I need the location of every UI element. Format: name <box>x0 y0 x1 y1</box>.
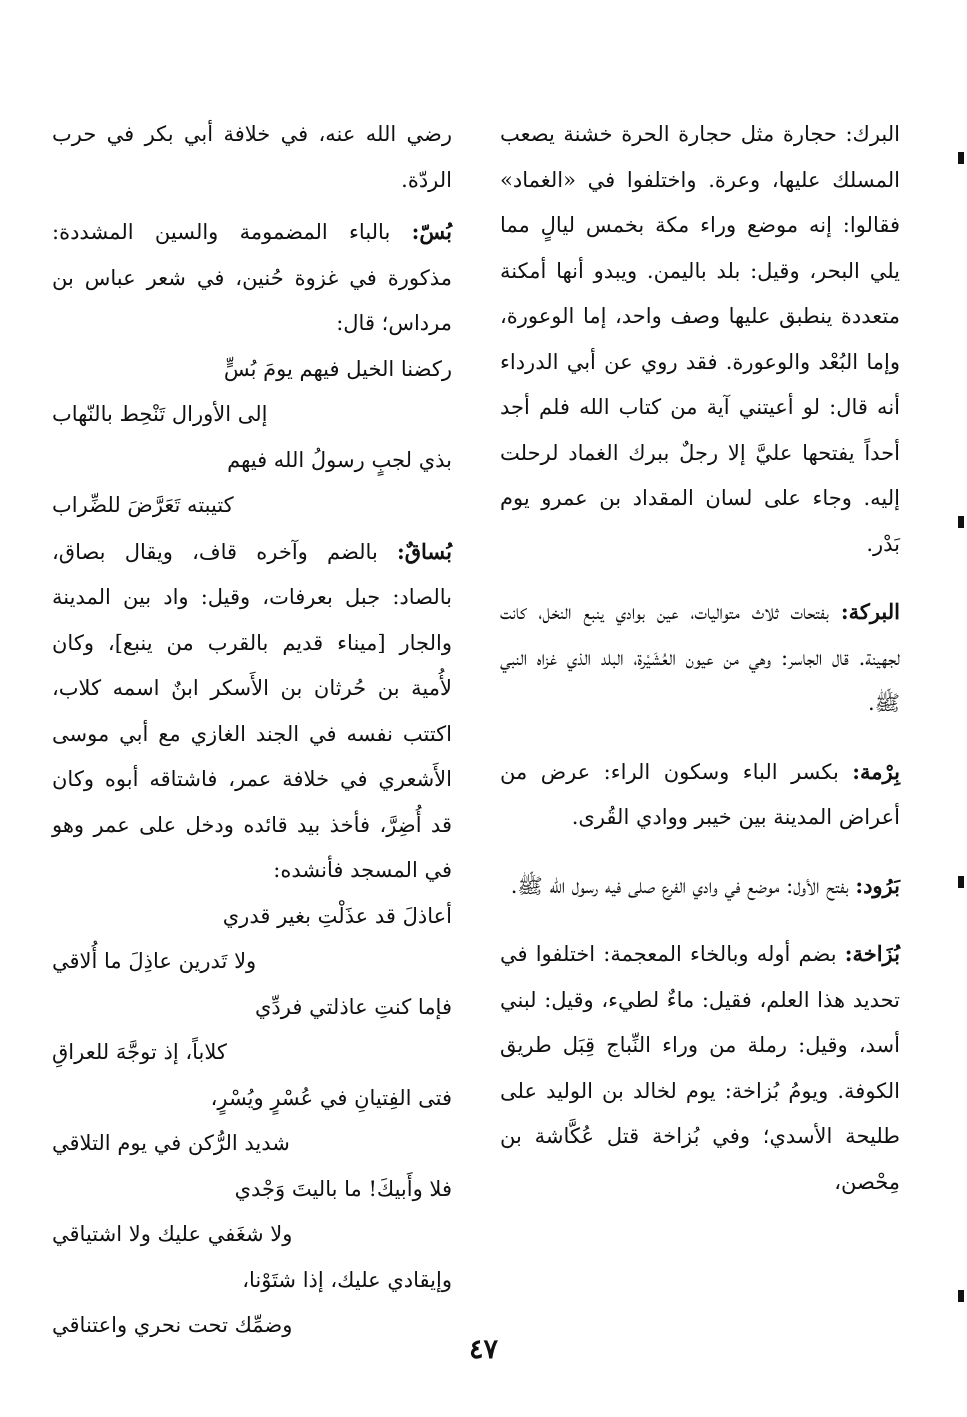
verse-7-second: وضمِّك تحت نحري واعتناقي <box>52 1313 293 1337</box>
entry-barud-head: بَرُود: <box>855 872 900 898</box>
entry-busaq-body: بالضم وآخره قاف، ويقال بصاق، بالصاد: جبل بعرفات، وقيل: واد بين المدينة والجار [ميناء قديم بالقرب من ينبع]، وكان لأُمية بن حُرثان بن الأَسكر ابنٌ اسمه كلاب، اكتتب نفسه في الجند الغازي مع أبي موسى الأَشعري في خلافة عمر، فاشتاقه أبوه وكان قد أُضِرَّ، فأخذ بيد قائده ودخل على عمر وهو في المسجد فأنشده: <box>52 539 452 882</box>
entry-busaq <box>52 529 452 894</box>
edge-mark-bottom <box>958 1290 964 1302</box>
entry-baraka-head: البركة: <box>840 599 900 624</box>
verse-2-first: بذي لجبٍ رسولُ الله فيهم <box>227 447 452 472</box>
continuation-text-body: رضي الله عنه، في خلافة أبي بكر في حرب الردّة. <box>52 122 452 192</box>
entry-baraka-body: بفتحات ثلاث متواليات، عين بوادي ينبع النخل، كانت لجهينة. قال الجاسر: وهي من عيون العُشَيْرة، البلد الذي غزاه النبي ﷺ. <box>500 600 900 715</box>
entry-buss <box>52 209 452 347</box>
entry-birma-body: بكسر الباء وسكون الراء: عرض من أعراض المدينة بين خيبر ووادي القُرى. <box>500 759 900 829</box>
entry-birma <box>500 749 900 841</box>
entry-buss-body: بالباء المضمومة والسين المشددة: مذكورة في غزوة حُنين، في شعر عباس بن مرداس؛ قال: <box>52 220 452 335</box>
page-number: ٤٧ <box>468 1334 498 1365</box>
entry-buzakha-head: بُزَاخة: <box>844 941 900 966</box>
verse-3-first: أعاذلَ قد عذَلْتِ بغير قدري <box>222 903 452 928</box>
left-column <box>52 112 452 1349</box>
entry-birk <box>500 112 900 567</box>
entry-birma-head: بِرْمة: <box>852 758 900 784</box>
verse-5-first: فتى الفِتيانِ في عُسْرٍ ويُسْرٍ، <box>210 1085 452 1110</box>
entry-buzakha-body: بضم أوله وبالخاء المعجمة: اختلفوا في تحديد هذا العلم، فقيل: ماءٌ لطيء، وقيل: لبني أسد، وقيل: رملة من وراء النِّباج قِبَل طريق الكوفة. ويومُ بُزاخة: يوم لخالد بن الوليد على طليحة الأسدي؛ وفي بُزاخة قتل عُكَّاشة بن مِحْصن، <box>500 942 900 1194</box>
verse-6-first: فلا وأَبيكَ! ما باليتَ وَجْدي <box>234 1176 452 1201</box>
verse-3-second: ولا تَدرين عاذِلَ ما أُلاقي <box>52 949 257 973</box>
entry-barud-body: بفتح الأول: موضع في وادي الفرع صلى فيه رسول الله ﷺ. <box>510 873 856 898</box>
verse-1-first: ركضنا الخيل فيهم يومَ بُسٍّ <box>223 356 452 381</box>
verse-4-first: فإما كنتِ عاذلتي فردِّي <box>255 994 452 1019</box>
entry-buzakha <box>500 931 900 1205</box>
edge-mark-top <box>958 152 964 164</box>
edge-mark-middle <box>958 516 964 528</box>
entry-barud <box>500 863 900 910</box>
verse-7-first: وإيقادي عليك، إذا شتَوْنا، <box>242 1267 452 1292</box>
verse-6-second: ولا شغَفي عليك ولا اشتياقي <box>52 1222 293 1246</box>
right-column <box>500 112 900 1205</box>
continuation-text <box>52 112 452 203</box>
verse-2-second: كتيبته تَعَرَّضَ للضِّراب <box>52 493 234 517</box>
entry-busaq-head: بُساقٌ: <box>396 538 452 564</box>
entry-baraka <box>500 589 900 727</box>
verse-4-second: كلاباً، إذ توجَّهَ للعراقِ <box>52 1040 227 1064</box>
edge-mark-lower <box>958 876 964 888</box>
entry-buss-head: بُسّ: <box>411 219 452 244</box>
verse-1-second: إلى الأورال تَنْحِط بالنّهاب <box>52 402 268 426</box>
verse-5-second: شديد الرُّكن في يوم التلاقي <box>52 1131 290 1155</box>
entry-birk-text: البرك: حجارة مثل حجارة الحرة خشنة يصعب المسلك عليها، وعرة. واختلفوا في «الغماد» فقالوا: إنه موضع وراء مكة بخمس ليالٍ مما يلي البحر، وقيل: بلد باليمن. ويبدو أنها أمكنة متعددة ينطبق عليها وصف واحد، إما الوعورة، وإما البُعْد والوعورة. فقد روي عن أبي الدرداء أنه قال: لو أعيتني آية من كتاب الله فلم أجد أحداً يفتحها عليَّ إلا رجلٌ ببرك الغماد لرحلت إليه. وجاء على لسان المقداد بن عمرو يوم بَدْر. <box>500 122 900 556</box>
